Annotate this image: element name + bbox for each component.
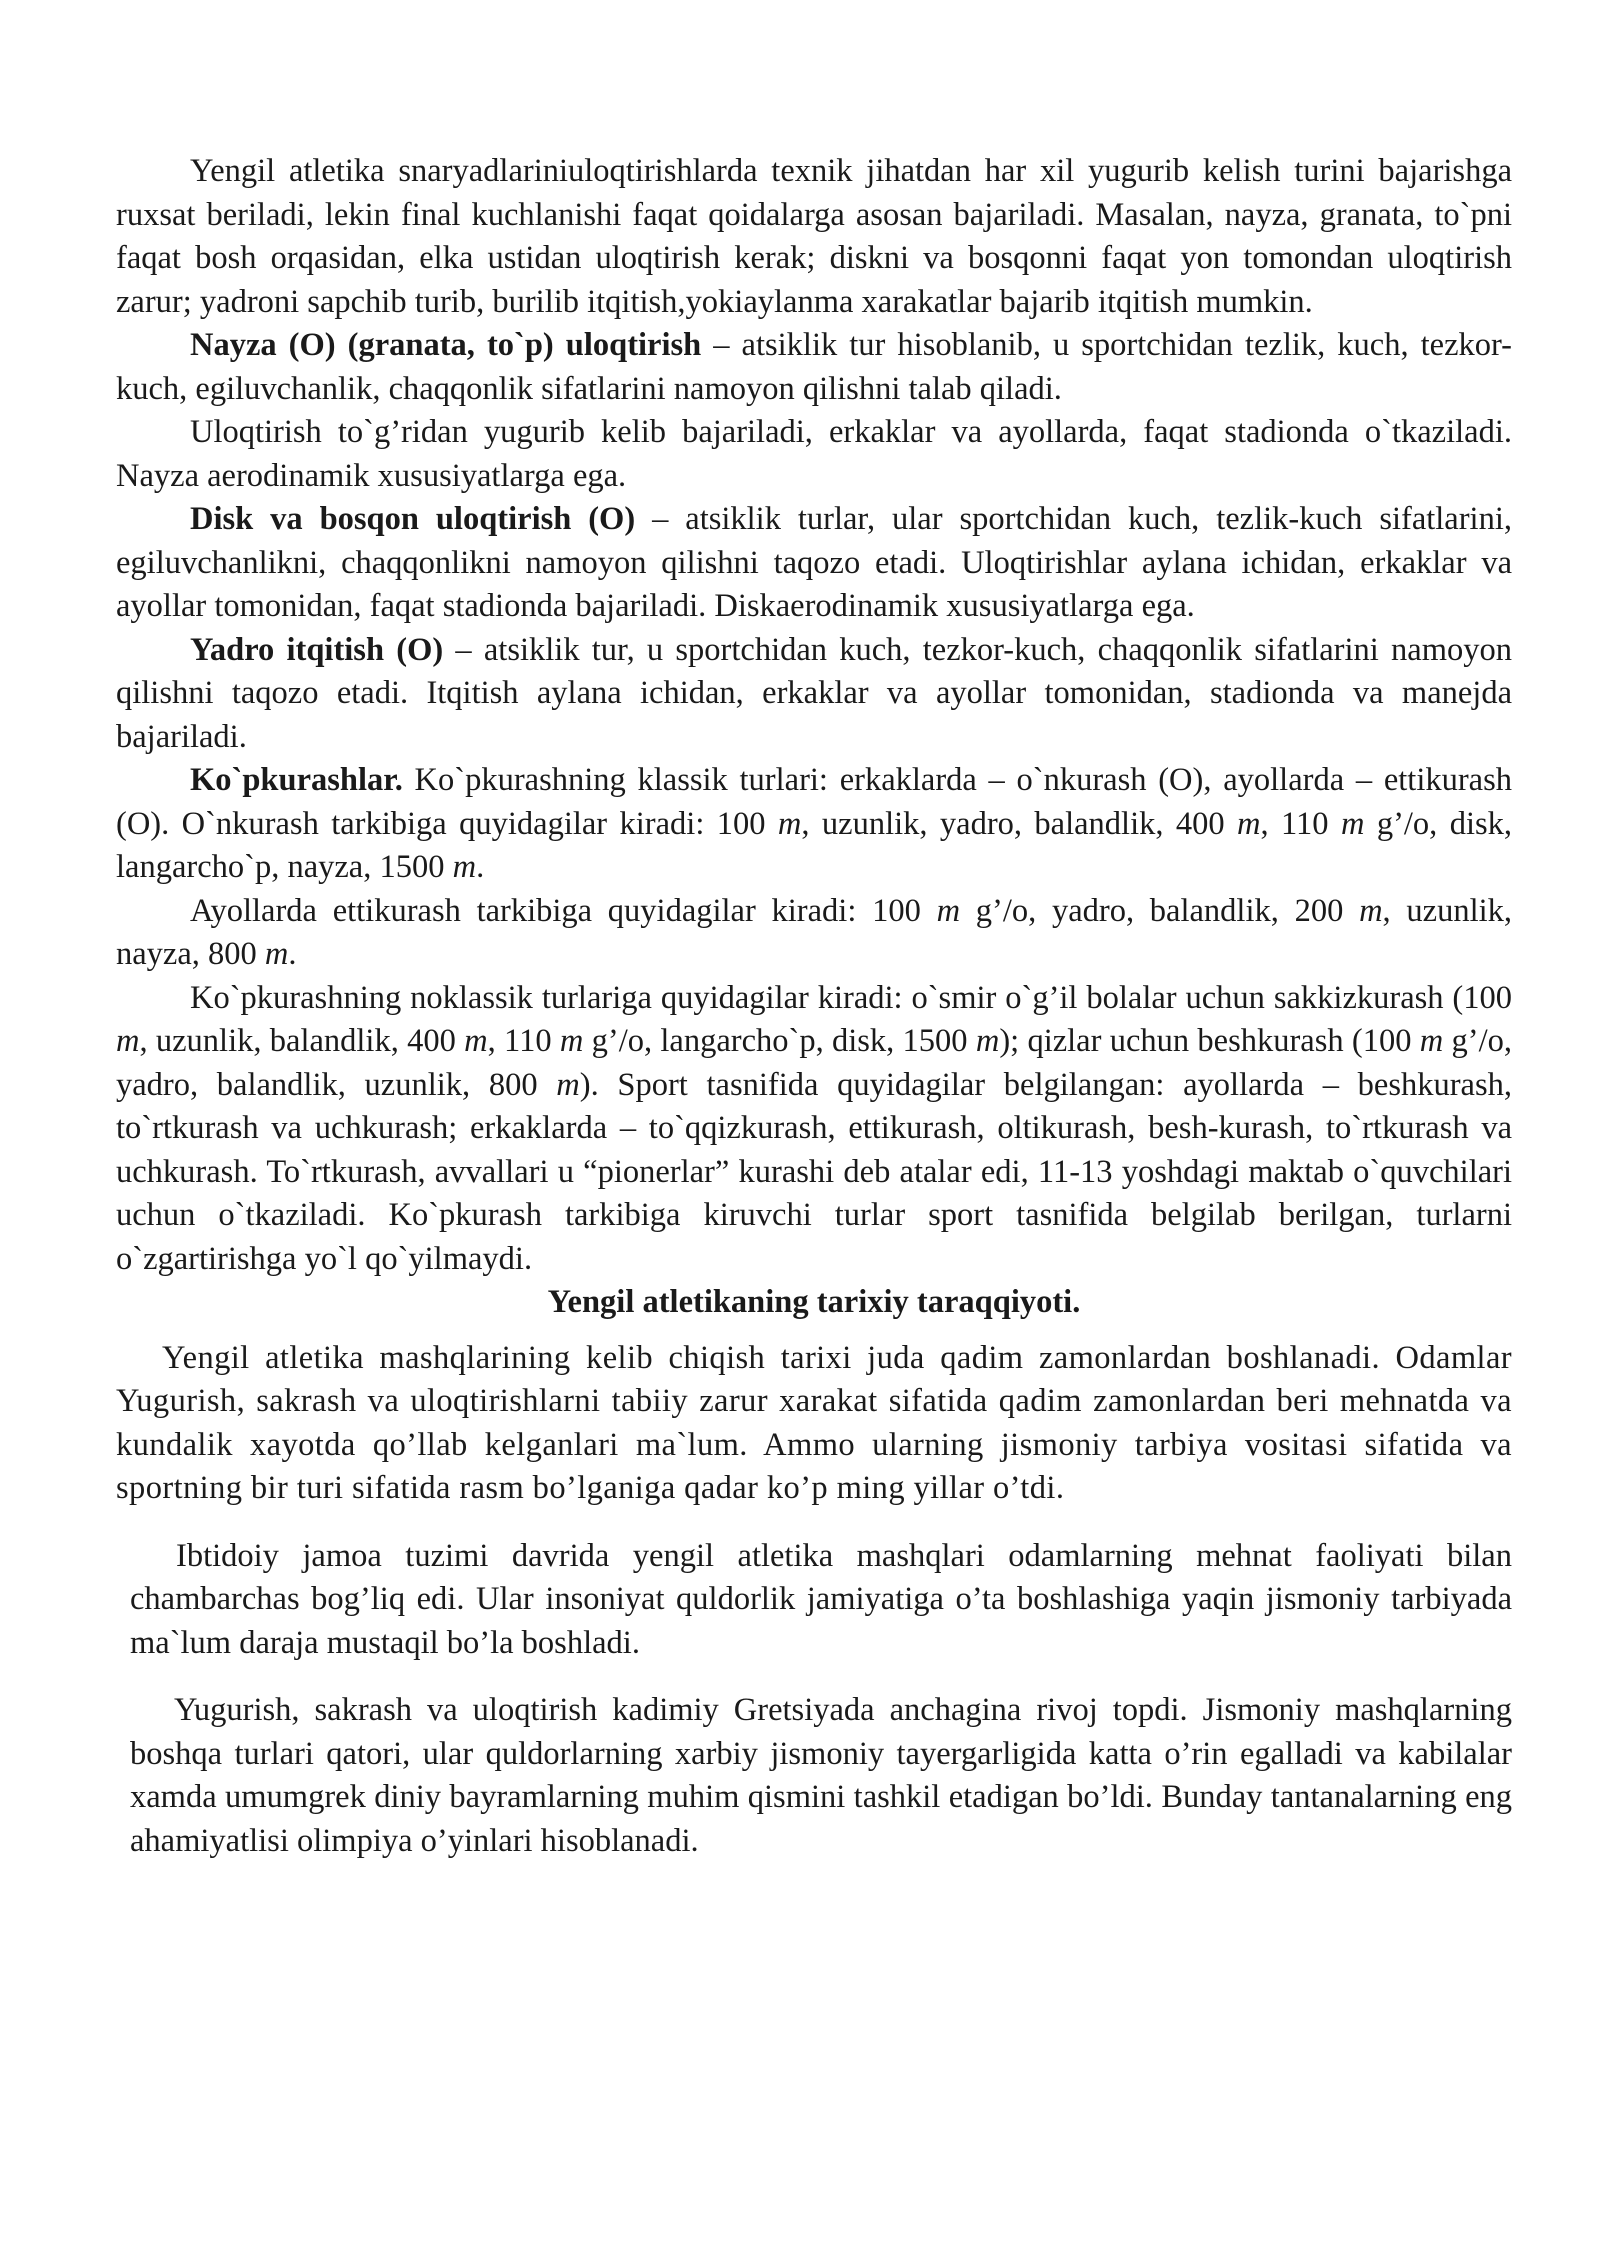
paragraph-history-primitive: Ibtidoiy jamoa tuzimi davrida yengil atletika mashqlari odamlarning mehnat faoliyati bilan chambarchas bog’liq edi. Ular insoniyat quldorlik jamiyatiga o’ta boshlashiga yaqin jismoniy tarbiyada ma`lum daraja mustaqil bo’la boshladi. [130, 1537, 1512, 1661]
paragraph-combined-events [116, 759, 1512, 890]
unit-meter: m [464, 1023, 488, 1059]
text-segment: Ko`pkurashning klassik turlari: erkaklarda – o`nkurash (O), ayollarda – ettikurash (O). O`nkurash tarkibiga quyidagilar kiradi: 100 [116, 762, 1512, 842]
text-segment: Ayollarda ettikurash tarkibiga quyidagilar kiradi: 100 [190, 892, 937, 929]
discus-hammer-text: – atsiklik turlar, ular sportchidan kuch, tezlik-kuch sifatlarini, egiluvchanlikni, chaqqonlikni namoyon qilishni taqozo etadi. Uloqtirishlar aylana ichidan, erkaklar va ayollar tomonidan, faqat stadionda bajariladi. Diskaerodinamik xususiyatlarga ega. [116, 501, 1512, 624]
shot-put-text: – atsiklik tur, u sportchidan kuch, tezkor-kuch, chaqqonlik sifatlarini namoyon qilishni taqozo etadi. Itqitish aylana ichidan, erkaklar va ayollar tomonidan, stadionda va manejda bajariladi. [116, 631, 1512, 755]
text-segment: , 110 [487, 1023, 560, 1059]
text-segment: Ko`pkurashning noklassik turlariga quyidagilar kiradi: o`smir o`g’il bolalar uchun sakkizkurash (100 [190, 979, 1512, 1016]
paragraph-nonclassic-events [116, 977, 1512, 1282]
text-segment: ); qizlar uchun beshkurash (100 [999, 1023, 1420, 1059]
text-segment: , uzunlik, yadro, balandlik, 400 [801, 805, 1238, 842]
unit-meter: m [556, 1066, 580, 1103]
text-segment: ). Sport tasnifida quyidagilar belgilangan: ayollarda – beshkurash, to`rtkurash va uchkurash; erkaklarda – to`qqizkurash, ettikurash, oltikurash, besh-kurash, to`rtkurash va uchkurash. To`rtkurash, avvallari u “pionerlar” kurashi deb atalar edi, 11-13 yoshdagi maktab o`quvchilari uchun o`tkaziladi. Ko`pkurash tarkibiga kiruvchi turlar sport tasnifida belgilab berilgan, turlarni o`zgartirishga yo`l qo`yilmaydi. [116, 1066, 1512, 1277]
text-segment: , uzunlik, nayza, 800 [116, 892, 1512, 972]
text-segment: . [288, 936, 297, 972]
text-segment: . [476, 849, 485, 885]
unit-meter: m [452, 849, 477, 885]
combined-events-heading: Ko`pkurashlar. [190, 762, 403, 798]
paragraph-shot-put [116, 629, 1512, 760]
paragraph-throwing-rules: Yengil atletika snaryadlariniuloqtirishlarda texnik jihatdan har xil yugurib kelish turini bajarishga ruxsat beriladi, lekin final kuchlanishi faqat qoidalarga asosan bajariladi. Masalan, nayza, granata, to`pni faqat bosh orqasidan, elka ustidan uloqtirish kerak; diskni va bosqonni faqat yon tomondan uloqtirish zarur; yadroni sapchib turib, burilib itqitish,yokiaylanma xarakatlar bajarib itqitish mumkin. [116, 153, 1512, 320]
paragraph-javelin [116, 324, 1512, 411]
paragraph-javelin-details: Uloqtirish to`g’ridan yugurib kelib bajariladi, erkaklar va ayollarda, faqat stadionda o`tkaziladi. Nayza aerodinamik xususiyatlarga ega. [116, 414, 1512, 494]
document-page [116, 150, 1512, 1863]
section-title: Yengil atletikaning tarixiy taraqqiyoti. [547, 1284, 1081, 1320]
text-segment: g’/o, disk, langarcho`p, nayza, 1500 [116, 805, 1513, 885]
text-segment: g’/o, langarcho`p, disk, 1500 [583, 1023, 976, 1059]
text-segment: g’/o, yadro, balandlik, 200 [960, 892, 1360, 929]
unit-meter: m [777, 805, 802, 842]
text-segment: g’/o, yadro, balandlik, uzunlik, 800 [116, 1023, 1512, 1103]
unit-meter: m [116, 1023, 140, 1059]
javelin-heading: Nayza (O) (granata, to`p) uloqtirish [190, 327, 702, 363]
unit-meter: m [264, 936, 289, 972]
paragraph-heptathlon [116, 890, 1512, 977]
text-segment: , uzunlik, balandlik, 400 [139, 1023, 465, 1059]
shot-put-heading: Yadro itqitish (O) [190, 631, 444, 668]
unit-meter: m [936, 892, 961, 929]
paragraph-history-origins: Yengil atletika mashqlarining kelib chiqish tarixi juda qadim zamonlardan boshlanadi. Odamlar Yugurish, sakrash va uloqtirishlarni tabiiy zarur xarakat sifatida qadim zamonlardan beri mehnatda va kundalik xayotda qo’llab kelganlari ma`lum. Ammo ularning jismoniy tarbiya vositasi sifatida va sportning bir turi sifatida rasm bo’lganiga qadar ko’p ming yillar o’tdi. [116, 1339, 1512, 1506]
unit-meter: m [559, 1023, 584, 1059]
unit-meter: m [1237, 805, 1261, 842]
unit-meter: m [1359, 892, 1383, 929]
text-segment: , 110 [1260, 805, 1341, 842]
paragraph-history-greece: Yugurish, sakrash va uloqtirish kadimiy Gretsiyada anchagina rivoj topdi. Jismoniy mashqlarning boshqa turlari qatori, ular quldorlarning xarbiy jismoniy tayergarligida katta o’rin egalladi va kabilalar xamda umumgrek diniy bayramlarning muhim qismini tashkil etadigan bo’ldi. Bunday tantanalarning eng ahamiyatlisi olimpiya o’yinlari hisoblanadi. [130, 1692, 1512, 1859]
unit-meter: m [1340, 805, 1365, 842]
paragraph-discus-hammer [116, 498, 1512, 629]
javelin-text: – atsiklik tur hisoblanib, u sportchidan tezlik, kuch, tezkor-kuch, egiluvchanlik, chaqqonlik sifatlarini namoyon qilishni talab qiladi. [116, 327, 1512, 407]
discus-hammer-heading: Disk va bosqon uloqtirish (O) [190, 501, 636, 537]
unit-meter: m [975, 1023, 1000, 1059]
unit-meter: m [1419, 1023, 1444, 1059]
